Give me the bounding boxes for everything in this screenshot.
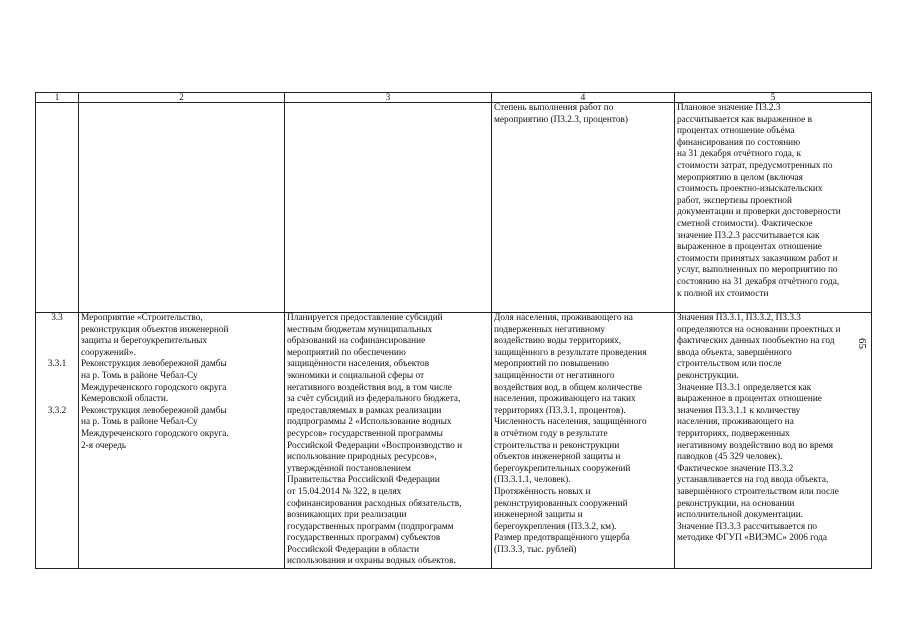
row1-number-cell — [36, 103, 79, 313]
row2-activity-cell: Мероприятие «Строительство, реконструкция объектов инженерной защиты и берегоукрепительных сооружений». Реконструкция левобережной дамбы на р. Томь в районе Чебал-Су Междуреченского городского округа Кемеровской области. Реконструкция левобережной дамбы на р. Томь в районе Чебал-Су Междуреченского городского округа. 2-я очередь — [79, 313, 285, 569]
page-number: 65 — [856, 338, 868, 349]
row2-number-cell: 3.3 3.3.1 3.3.2 — [36, 313, 79, 569]
row1-calculation-cell: Плановое значение П3.2.3 рассчитывается как выраженное в процентах отношение объёма финансирования по состоянию на 31 декабря отчётного года, к стоимости затрат, предусмотренных по мероприятию в целом (включая стоимость проектно-изыскательских работ, экспертизы проектной документации и проверки достоверности сметной стоимости). Фактическое значение П3.2.3 рассчитывается как выраженное в процентах отношение стоимости принятых заказчиком работ и услуг, выполненных по мероприятию по состоянию на 31 декабря отчётного года, к полной их стоимости — [675, 103, 872, 313]
table-row — [36, 103, 872, 313]
indicator-table — [35, 92, 872, 569]
column-number-2: 2 — [79, 93, 285, 103]
table-header-row — [36, 93, 872, 103]
row1-indicator-cell: Степень выполнения работ по мероприятию (П3.2.3, процентов) — [492, 103, 675, 313]
row1-activity-cell — [79, 103, 285, 313]
row1-description-cell — [285, 103, 492, 313]
row2-calculation-cell: Значения П3.3.1, П3.3.2, П3.3.3 определяются на основании проектных и фактических данных пообъектно на год ввода объекта, завершённого строительством или после реконструкции. Значение П3.3.1 определяется как выраженное в процентах отношение значения П3.3.1.1 к количеству населения, проживающего на территориях, подверженных негативному воздействию вод во время паводков (45 329 человек). Фактическое значение П3.3.2 устанавливается на год ввода объекта, завершённого строительством или после реконструкции, на основании исполнительной документации. Значение П3.3.3 рассчитывается по методике ФГУП «ВИЭМС» 2006 года — [675, 313, 872, 569]
column-number-5: 5 — [675, 93, 872, 103]
column-number-3: 3 — [285, 93, 492, 103]
column-number-1: 1 — [36, 93, 79, 103]
row2-description-cell: Планируется предоставление субсидий местным бюджетам муниципальных образований на софинансирование мероприятий по обеспечению защищённости населения, объектов экономики и социальной сферы от негативного воздействия вод, в том числе за счёт субсидий из федерального бюджета, предоставляемых в рамках реализации подпрограммы 2 «Использование водных ресурсов» государственной программы Российской Федерации «Воспроизводство и использование природных ресурсов», утверждённой постановлением Правительства Российской Федерации от 15.04.2014 № 322, в целях софинансирования расходных обязательств, возникающих при реализации государственных программ (подпрограмм государственных программ) субъектов Российской Федерации в области использования и охраны водных объектов. — [285, 313, 492, 569]
column-number-4: 4 — [492, 93, 675, 103]
row2-indicator-cell: Доля населения, проживающего на подверженных негативному воздействию воды территориях, защищённого в результате проведения мероприятий по повышению защищённости от негативного воздействия вод, в общем количестве населения, проживающего на таких территориях (П3.3.1, процентов). Численность населения, защищённого в отчётном году в результате строительства и реконструкции объектов инженерной защиты и берегоукрепительных сооружений (П3.3.1.1, человек). Протяжённость новых и реконструированных сооружений инженерной защиты и берегоукрепления (П3.3.2, км). Размер предотвращённого ущерба (П3.3.3, тыс. рублей) — [492, 313, 675, 569]
table-row — [36, 313, 872, 569]
